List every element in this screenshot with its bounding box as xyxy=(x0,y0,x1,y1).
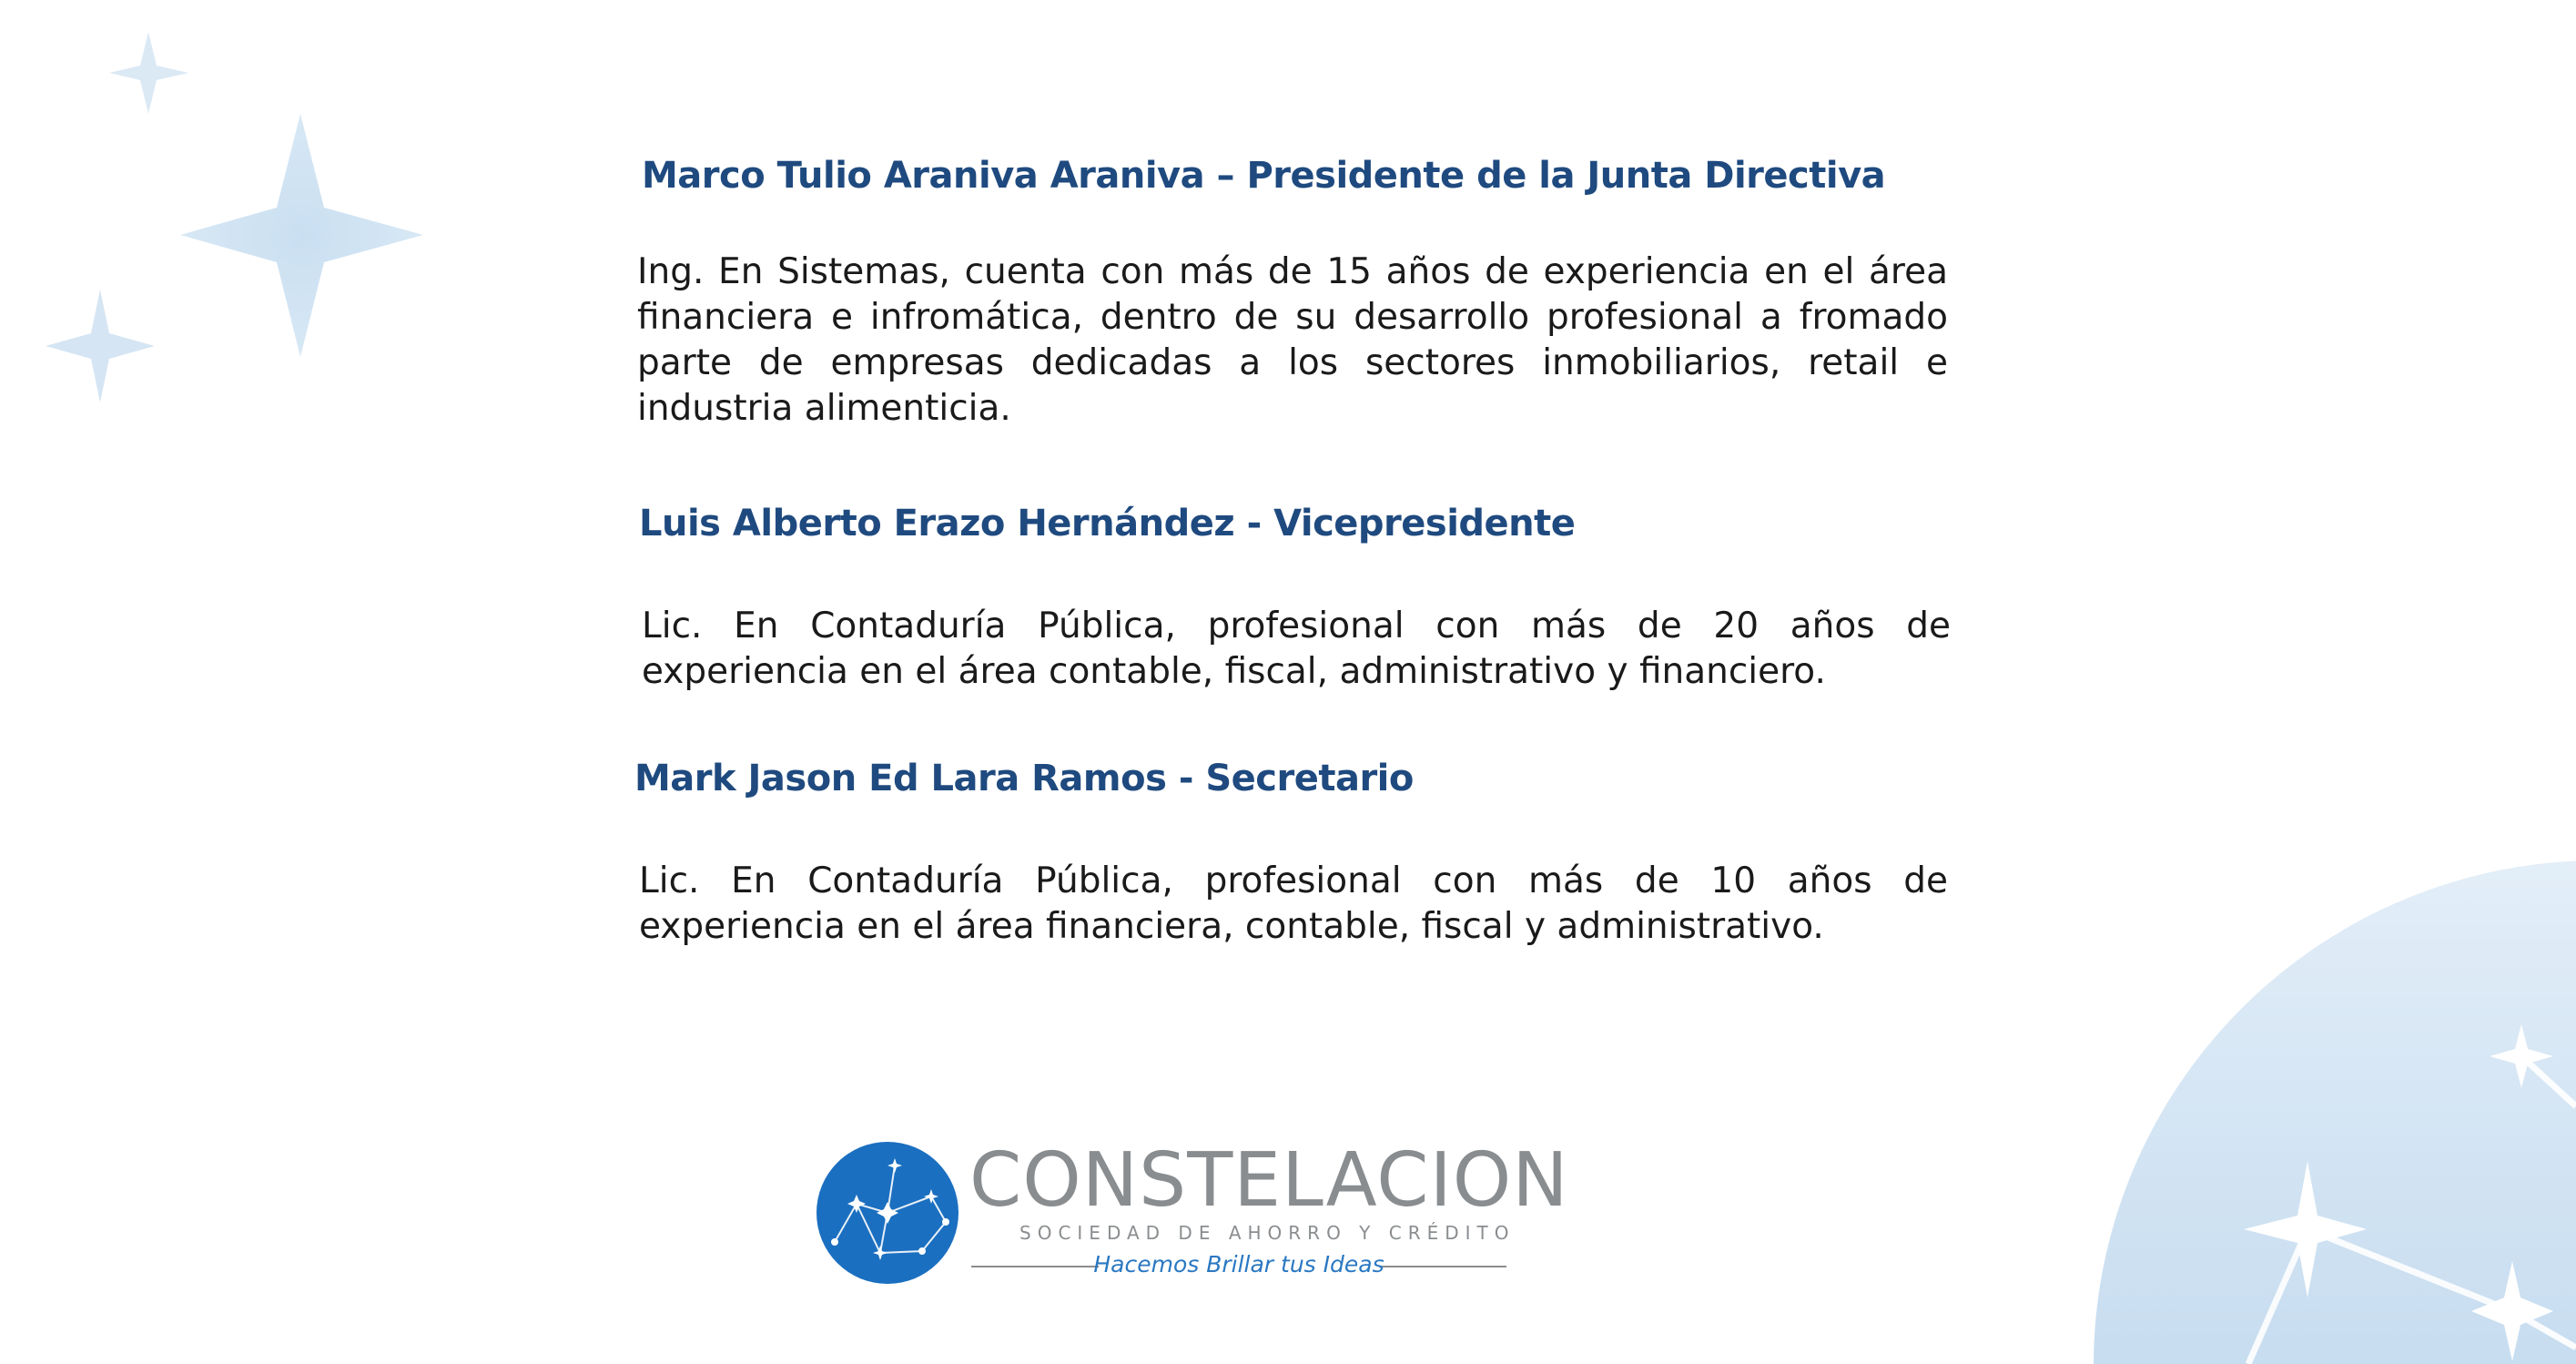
member-bio-vicepresident: Lic. En Contaduría Pública, profesional con más de 20 años de experiencia en el área contable, fiscal, administrativo y financiero. xyxy=(642,606,1951,692)
constelacion-logo xyxy=(815,1137,1569,1288)
constellation-logo-icon xyxy=(815,1140,960,1286)
star-icon-large xyxy=(180,114,423,357)
logo-tagline: Hacemos Brillar tus Ideas xyxy=(1093,1251,1384,1277)
member-heading-secretary: Mark Jason Ed Lara Ramos - Secretario xyxy=(634,758,1414,799)
planet-shape xyxy=(2094,860,2576,1364)
star-icon-small-left xyxy=(46,290,155,402)
member-heading-vicepresident: Luis Alberto Erazo Hernández - Vicepresidente xyxy=(639,503,1576,545)
logo-subtitle: SOCIEDAD DE AHORRO Y CRÉDITO xyxy=(1019,1222,1516,1244)
member-bio-secretary: Lic. En Contaduría Pública, profesional con más de 10 años de experiencia en el área financiera, contable, fiscal y administrativo. xyxy=(639,860,1948,947)
logo-name: CONSTELACION xyxy=(969,1137,1569,1224)
member-bio-president: Ing. En Sistemas, cuenta con más de 15 años de experiencia en el área financiera e infromática, dentro de su desarrollo profesional a fromado parte de empresas dedicadas a los sectores inmobiliarios, retail e industria alimenticia. xyxy=(637,251,1948,429)
logo-tagline-row xyxy=(971,1247,1506,1284)
member-heading-president: Marco Tulio Araniva Araniva – Presidente de la Junta Directiva xyxy=(642,155,1886,197)
star-icon-small-top xyxy=(109,32,188,114)
